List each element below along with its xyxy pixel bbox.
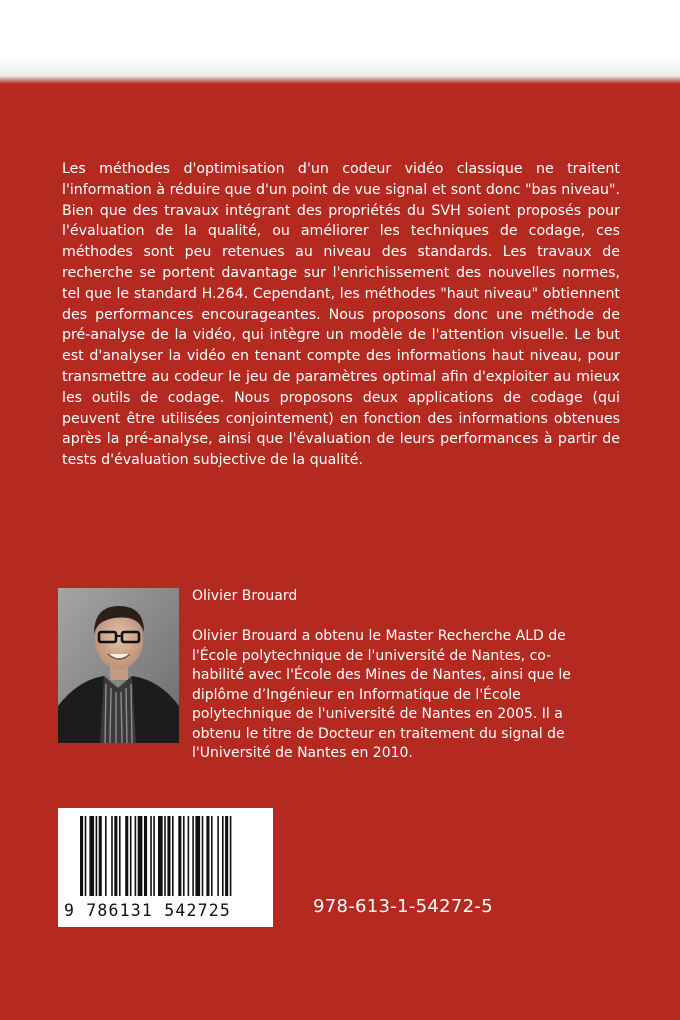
barcode-bar	[222, 816, 224, 896]
barcode-bar	[195, 816, 200, 896]
barcode-bar	[89, 816, 94, 896]
barcode-bar	[192, 816, 194, 896]
barcode-bar	[202, 816, 204, 896]
barcode-bar	[206, 816, 209, 896]
barcode-bar	[153, 816, 155, 896]
barcode-bar	[172, 816, 174, 896]
barcode-bar	[114, 816, 117, 896]
author-bio: Olivier Brouard a obtenu le Master Recherche ALD de l'École polytechnique de l'université de Nantes, co-habilité avec l'École des Mines de Nantes, ainsi que le diplôme d’Ingénieur en Informatique de l'École polytechnique de l'université de Nantes en 2005. Il a obtenu le titre de Docteur en traitement du signal de l'Université de Nantes en 2010.	[192, 628, 571, 761]
isbn-number: 978-613-1-54272-5	[313, 896, 493, 917]
barcode-bar	[167, 816, 170, 896]
barcode-bar	[111, 816, 113, 896]
barcode-bar	[178, 816, 181, 896]
barcode-bar	[125, 816, 128, 896]
barcode-bar	[150, 816, 152, 896]
isbn-barcode	[58, 808, 273, 927]
barcode-bar	[80, 816, 83, 896]
barcode-bar	[135, 816, 137, 896]
barcode-bar	[211, 816, 213, 896]
abstract-text: Les méthodes d'optimisation d'un codeur vidéo classique ne traitent l'information à réduire que d'un point de vue signal et sont donc "bas niveau". Bien que des travaux intégrant des propriétés du SVH soient proposés pour l'évaluation de la qualité, ou améliorer les techniques de codage, ces méthodes sont peu retenues au niveau des standards. Les travaux de recherche se portent davantage sur l'enrichissement des nouvelles normes, tel que le standard H.264. Cependant, les méthodes "haut niveau" obtiennent des performances encourageantes. Nous proposons donc une méthode de pré-analyse de la vidéo, qui intègre un modèle de l'attention visuelle. Le but est d'analyser la vidéo en tenant compte des informations haut niveau, pour transmettre au codeur le jeu de paramètres optimal afin d'exploiter au mieux les outils de codage. Nous proposons deux applications de codage (qui peuvent être utilisées conjointement) en fonction des informations obtenues après la pré-analyse, ainsi que l'évaluation de leurs performances à partir de tests d'évaluation subjective de la qualité.	[62, 161, 620, 469]
barcode-bar	[105, 816, 107, 896]
cover-edge	[0, 76, 680, 84]
barcode-bar	[230, 816, 232, 896]
barcode-digits: 9 786131 542725	[64, 901, 232, 920]
barcode-bar	[96, 816, 98, 896]
barcode-bar	[130, 816, 132, 896]
barcode-bar	[217, 816, 219, 896]
author-photo	[58, 588, 179, 743]
barcode-bar	[119, 816, 121, 896]
barcode-bar	[158, 816, 163, 896]
author-name: Olivier Brouard	[192, 588, 298, 604]
barcode-bar	[85, 816, 87, 896]
top-margin	[0, 0, 680, 76]
barcode-bar	[138, 816, 143, 896]
barcode-bar	[164, 816, 166, 896]
barcode-bar	[99, 816, 102, 896]
barcode-bar	[225, 816, 228, 896]
barcode-bar	[188, 816, 190, 896]
barcode-bar	[183, 816, 185, 896]
barcode-bar	[144, 816, 147, 896]
